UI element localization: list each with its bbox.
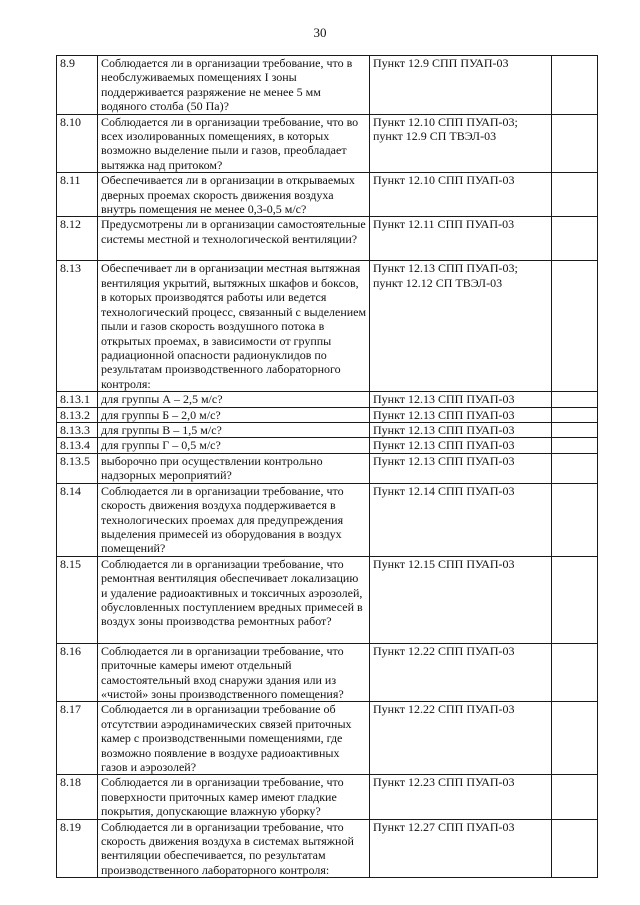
table-row <box>57 422 598 437</box>
question-text: для группы А – 2,5 м/с? <box>98 392 370 407</box>
item-number: 8.13 <box>57 261 98 392</box>
question-text: для группы Б – 2,0 м/с? <box>98 407 370 422</box>
item-number: 8.13.3 <box>57 422 98 437</box>
reference-text: Пункт 12.13 СПП ПУАП-03 <box>370 392 552 407</box>
table-row <box>57 453 598 483</box>
question-text: Соблюдается ли в организации требование, что ремонтная вентиляция обеспечивает локализацию и удаление радиоактивных и токсичных аэрозолей, обусловленных поступлением вредных примесей в воздух зоны производства ремонтных работ? <box>98 556 370 643</box>
table-row <box>57 819 598 878</box>
question-text: Соблюдается ли в организации требование, что во всех изолированных помещениях, в которых возможно выделение пыли и газов, преобладает вытяжка над притоком? <box>98 114 370 173</box>
item-number: 8.13.5 <box>57 453 98 483</box>
table-row <box>57 217 598 261</box>
question-text: Обеспечивает ли в организации местная вытяжная вентиляция укрытий, вытяжных шкафов и боксов, в которых производятся работы или ведется технологический процесс, связанный с выделением пыли и газов скорость воздушного потока в открытых проемах, в зависимости от группы радиационной опасности радионуклидов по результатам производственного лабораторного контроля: <box>98 261 370 392</box>
item-number: 8.12 <box>57 217 98 261</box>
question-text: Обеспечивается ли в организации в открываемых дверных проемах скорость движения воздуха внутрь помещения не менее 0,3-0,5 м/с? <box>98 173 370 217</box>
question-text: для группы В – 1,5 м/с? <box>98 422 370 437</box>
answer-cell[interactable] <box>552 392 598 407</box>
table-row <box>57 483 598 556</box>
table-row <box>57 407 598 422</box>
reference-text: Пункт 12.13 СПП ПУАП-03; пункт 12.12 СП ТВЭЛ-03 <box>370 261 552 392</box>
table-row <box>57 775 598 819</box>
item-number: 8.16 <box>57 643 98 702</box>
table-row <box>57 702 598 775</box>
table-row <box>57 56 598 115</box>
table-row <box>57 643 598 702</box>
answer-cell[interactable] <box>552 453 598 483</box>
reference-text: Пункт 12.23 СПП ПУАП-03 <box>370 775 552 819</box>
item-number: 8.15 <box>57 556 98 643</box>
question-text: Соблюдается ли в организации требование, что скорость движения воздуха поддерживается в технологических проемах для предупреждения выделения примесей из оборудования в воздух помещений? <box>98 483 370 556</box>
reference-text: Пункт 12.14 СПП ПУАП-03 <box>370 483 552 556</box>
answer-cell[interactable] <box>552 261 598 392</box>
answer-cell[interactable] <box>552 556 598 643</box>
answer-cell[interactable] <box>552 217 598 261</box>
reference-text: Пункт 12.13 СПП ПУАП-03 <box>370 422 552 437</box>
question-text: Соблюдается ли в организации требование, что приточные камеры имеют отдельный самостоятельный вход снаружи здания или из «чистой» зоны производственного помещения? <box>98 643 370 702</box>
table-row <box>57 114 598 173</box>
reference-text: Пункт 12.15 СПП ПУАП-03 <box>370 556 552 643</box>
question-text: выборочно при осуществлении контрольно надзорных мероприятий? <box>98 453 370 483</box>
item-number: 8.19 <box>57 819 98 878</box>
reference-text: Пункт 12.13 СПП ПУАП-03 <box>370 453 552 483</box>
reference-text: Пункт 12.10 СПП ПУАП-03 <box>370 173 552 217</box>
answer-cell[interactable] <box>552 438 598 453</box>
answer-cell[interactable] <box>552 114 598 173</box>
answer-cell[interactable] <box>552 483 598 556</box>
answer-cell[interactable] <box>552 702 598 775</box>
question-text: Соблюдается ли в организации требование, что в необслуживаемых помещениях I зоны поддерживается разряжение не менее 5 мм водяного столба (50 Па)? <box>98 56 370 115</box>
page-number: 30 <box>313 25 327 40</box>
answer-cell[interactable] <box>552 775 598 819</box>
table-row <box>57 392 598 407</box>
table-row <box>57 261 598 392</box>
item-number: 8.18 <box>57 775 98 819</box>
reference-text: Пункт 12.27 СПП ПУАП-03 <box>370 819 552 878</box>
item-number: 8.10 <box>57 114 98 173</box>
table-row <box>57 438 598 453</box>
reference-text: Пункт 12.11 СПП ПУАП-03 <box>370 217 552 261</box>
answer-cell[interactable] <box>552 643 598 702</box>
answer-cell[interactable] <box>552 422 598 437</box>
item-number: 8.13.1 <box>57 392 98 407</box>
question-text: для группы Г – 0,5 м/с? <box>98 438 370 453</box>
item-number: 8.17 <box>57 702 98 775</box>
answer-cell[interactable] <box>552 407 598 422</box>
checklist-table <box>56 55 598 878</box>
reference-text: Пункт 12.10 СПП ПУАП-03; пункт 12.9 СП ТВЭЛ-03 <box>370 114 552 173</box>
item-number: 8.14 <box>57 483 98 556</box>
answer-cell[interactable] <box>552 173 598 217</box>
question-text: Соблюдается ли в организации требование, что поверхности приточных камер имеют гладкие покрытия, допускающие влажную уборку? <box>98 775 370 819</box>
item-number: 8.13.2 <box>57 407 98 422</box>
reference-text: Пункт 12.22 СПП ПУАП-03 <box>370 643 552 702</box>
reference-text: Пункт 12.13 СПП ПУАП-03 <box>370 438 552 453</box>
item-number: 8.13.4 <box>57 438 98 453</box>
answer-cell[interactable] <box>552 819 598 878</box>
reference-text: Пункт 12.9 СПП ПУАП-03 <box>370 56 552 115</box>
item-number: 8.11 <box>57 173 98 217</box>
reference-text: Пункт 12.13 СПП ПУАП-03 <box>370 407 552 422</box>
reference-text: Пункт 12.22 СПП ПУАП-03 <box>370 702 552 775</box>
question-text: Соблюдается ли в организации требование об отсутствии аэродинамических связей приточных камер с производственными помещениями, где возможно появление в воздухе радиоактивных газов и аэрозолей? <box>98 702 370 775</box>
table-row <box>57 173 598 217</box>
table-row <box>57 556 598 643</box>
answer-cell[interactable] <box>552 56 598 115</box>
item-number: 8.9 <box>57 56 98 115</box>
question-text: Предусмотрены ли в организации самостоятельные системы местной и технологической вентиляции? <box>98 217 370 261</box>
question-text: Соблюдается ли в организации требование, что скорость движения воздуха в системах вытяжной вентиляции обеспечивается, по результатам производственного лабораторного контроля: <box>98 819 370 878</box>
